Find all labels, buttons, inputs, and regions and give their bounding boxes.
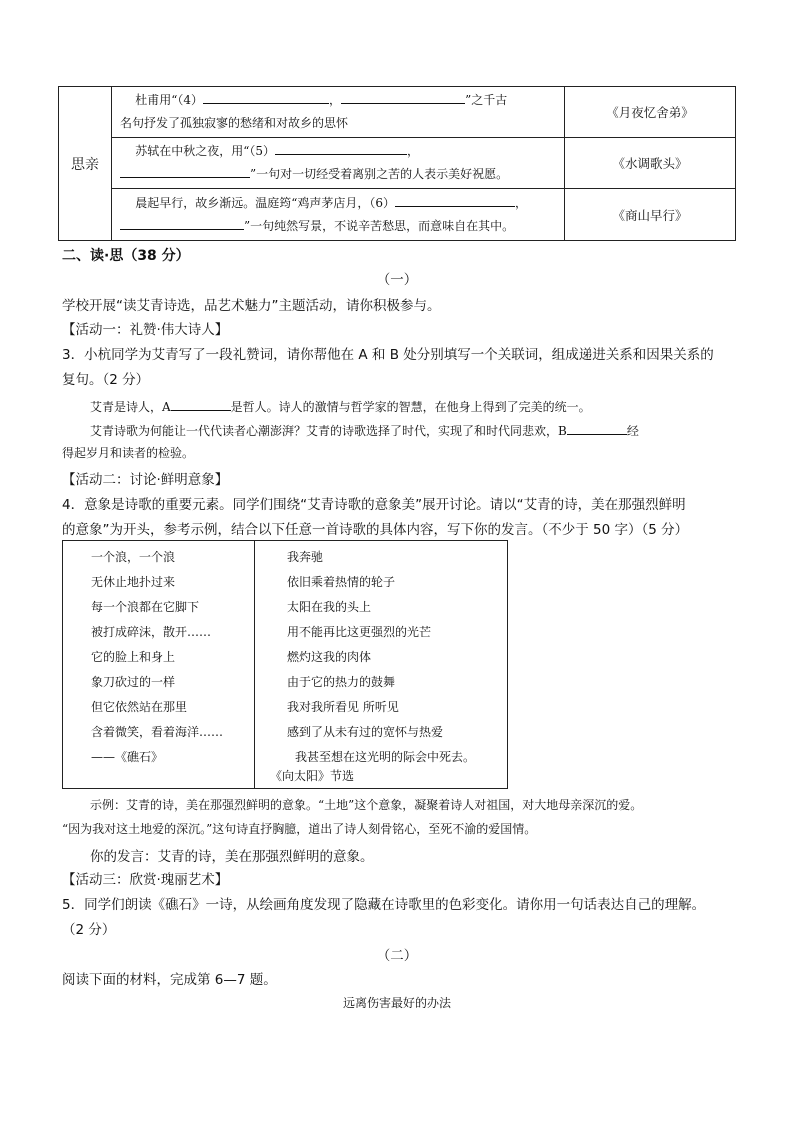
article-title: 远离伤害最好的办法 xyxy=(342,996,451,1010)
q3-sentence-1 xyxy=(90,396,591,415)
q3-sentence-2 xyxy=(90,420,639,439)
question-3-line2: 复句。（2 分） xyxy=(62,372,150,388)
poem-line: 用不能再比这更强烈的光芒 xyxy=(287,625,432,639)
poem-line: 一个浪，一个浪 xyxy=(91,550,176,564)
part2-intro: 阅读下面的材料，完成第 6—7 题。 xyxy=(62,972,277,988)
answer-blank-6b[interactable] xyxy=(120,215,244,230)
poem-line: 由于它的热力的鼓舞 xyxy=(287,675,396,689)
answer-blank-b[interactable] xyxy=(567,420,627,435)
answer-blank-5a[interactable] xyxy=(275,140,407,155)
q3-text1-b: 是哲人。诗人的激情与哲学家的智慧，在他身上得到了完美的统一。 xyxy=(230,400,591,414)
part-number-1: （一） xyxy=(376,272,418,288)
answer-blank-6a[interactable] xyxy=(395,192,515,207)
row1-sep: ， xyxy=(329,93,342,107)
q3-text2-a: 艾青诗歌为何能让一代代读者心潮澎湃？艾青的诗歌选择了时代，实现了和时代同悲欢，B xyxy=(90,424,567,438)
answer-blank-5b[interactable] xyxy=(120,163,250,178)
poem-line: 感到了从未有过的宽怀与热爱 xyxy=(287,725,444,739)
poem-right-column xyxy=(287,545,475,770)
source-cell: 《商山早行》 xyxy=(565,189,736,241)
poem-line: 每一个浪都在它脚下 xyxy=(91,600,200,614)
question-5-line1: 5．同学们朗读《礁石》一诗，从绘画角度发现了隐藏在诗歌里的色彩变化。请你用一句话表达自己的理解。 xyxy=(62,897,706,913)
intro-text: 学校开展“读艾青诗选，品艺术魅力”主题活动，请你积极参与。 xyxy=(62,298,441,314)
poem-left-column xyxy=(91,545,223,770)
row3-text-a: 晨起早行，故乡渐远。温庭筠“鸡声茅店月，（6） xyxy=(135,195,396,210)
poem-line: 含着微笑，看着海洋…… xyxy=(91,725,224,739)
poem-line: 象刀砍过的一样 xyxy=(91,675,176,689)
poem-line: 无休止地扑过来 xyxy=(91,575,176,589)
poem-divider xyxy=(254,541,255,788)
source-cell: 《月夜忆舍弟》 xyxy=(565,87,736,138)
question-3-line1: 3．小杭同学为艾青写了一段礼赞词，请你帮他在 A 和 B 处分别填写一个关联词，组成递进关系和因果关系的 xyxy=(62,347,714,363)
section-heading: 二、读·思（38 分） xyxy=(62,248,190,264)
example-line-2: “因为我对这土地爱的深沉。”这句诗直抒胸臆，道出了诗人刻骨铭心，至死不渝的爱国情。 xyxy=(62,822,537,836)
table-row xyxy=(112,189,565,241)
poem-line: ——《礁石》 xyxy=(91,750,164,764)
answer-blank-a[interactable] xyxy=(171,396,231,411)
question-4-line1: 4．意象是诗歌的重要元素。同学们围绕“艾青诗歌的意象美”展开讨论。请以“艾青的诗，美在那强烈鲜明 xyxy=(62,497,686,513)
poem-line: 燃灼这我的肉体 xyxy=(287,650,372,664)
answer-prompt: 你的发言：艾青的诗，美在那强烈鲜明的意象。 xyxy=(90,849,374,865)
row2-text-a: 苏轼在中秋之夜，用“（5） xyxy=(135,144,276,158)
activity-1-label: 【活动一：礼赞·伟大诗人】 xyxy=(62,322,229,338)
row1-text-a: 杜甫用“（4） xyxy=(135,93,204,107)
question-5-line2: （2 分） xyxy=(62,922,116,938)
answer-blank-4b[interactable] xyxy=(341,89,465,104)
part-number-2: （二） xyxy=(376,948,418,964)
row1-text-line2: 名句抒发了孤独寂寥的愁绪和对故乡的思怀 xyxy=(120,116,349,130)
poem-line: 我甚至想在这光明的际会中死去。 xyxy=(295,750,476,764)
poem-line: 它的脸上和身上 xyxy=(91,650,176,664)
poem-line: 被打成碎沫，散开…… xyxy=(91,625,212,639)
row1-text-b: ”之千古 xyxy=(465,93,508,107)
poem-line: 太阳在我的头上 xyxy=(287,600,372,614)
example-line-1: 示例：艾青的诗，美在那强烈鲜明的意象。“土地”这个意象，凝聚着诗人对祖国，对大地母亲深沉的爱。 xyxy=(90,798,643,812)
table-row xyxy=(112,138,565,189)
poem-line: 我对我所看见 所听见 xyxy=(287,700,399,714)
poem-line: 但它依然站在那里 xyxy=(91,700,188,714)
activity-2-label: 【活动二：讨论·鲜明意象】 xyxy=(62,472,229,488)
q3-text2-b: 经 xyxy=(626,424,639,438)
poem-line: 依旧乘着热情的轮子 xyxy=(287,575,396,589)
answer-blank-4a[interactable] xyxy=(203,89,329,104)
source-cell: 《水调歌头》 xyxy=(565,138,736,189)
row2-sep: ， xyxy=(407,144,420,158)
row3-text-b: ”一句纯然写景，不说辛苦愁思，而意味自在其中。 xyxy=(244,218,515,233)
table-row xyxy=(112,87,565,138)
row3-sep: ， xyxy=(515,195,528,210)
category-cell: 思亲 xyxy=(59,87,112,241)
q3-text1-a: 艾青是诗人，A xyxy=(90,400,171,414)
poem-box xyxy=(62,540,508,789)
question-4-line2: 的意象”为开头，参考示例，结合以下任意一首诗歌的具体内容，写下你的发言。（不少于 50 字）（5 分） xyxy=(62,522,689,538)
poem-right-source: 《向太阳》节选 xyxy=(270,769,355,783)
q3-sentence-3: 得起岁月和读者的检验。 xyxy=(62,446,195,460)
row2-text-b: ”一句对一切经受着离别之苦的人表示美好祝愿。 xyxy=(250,167,509,181)
poem-line: 我奔驰 xyxy=(287,550,324,564)
activity-3-label: 【活动三：欣赏·瑰丽艺术】 xyxy=(62,872,229,888)
poetry-fill-table xyxy=(58,86,736,241)
